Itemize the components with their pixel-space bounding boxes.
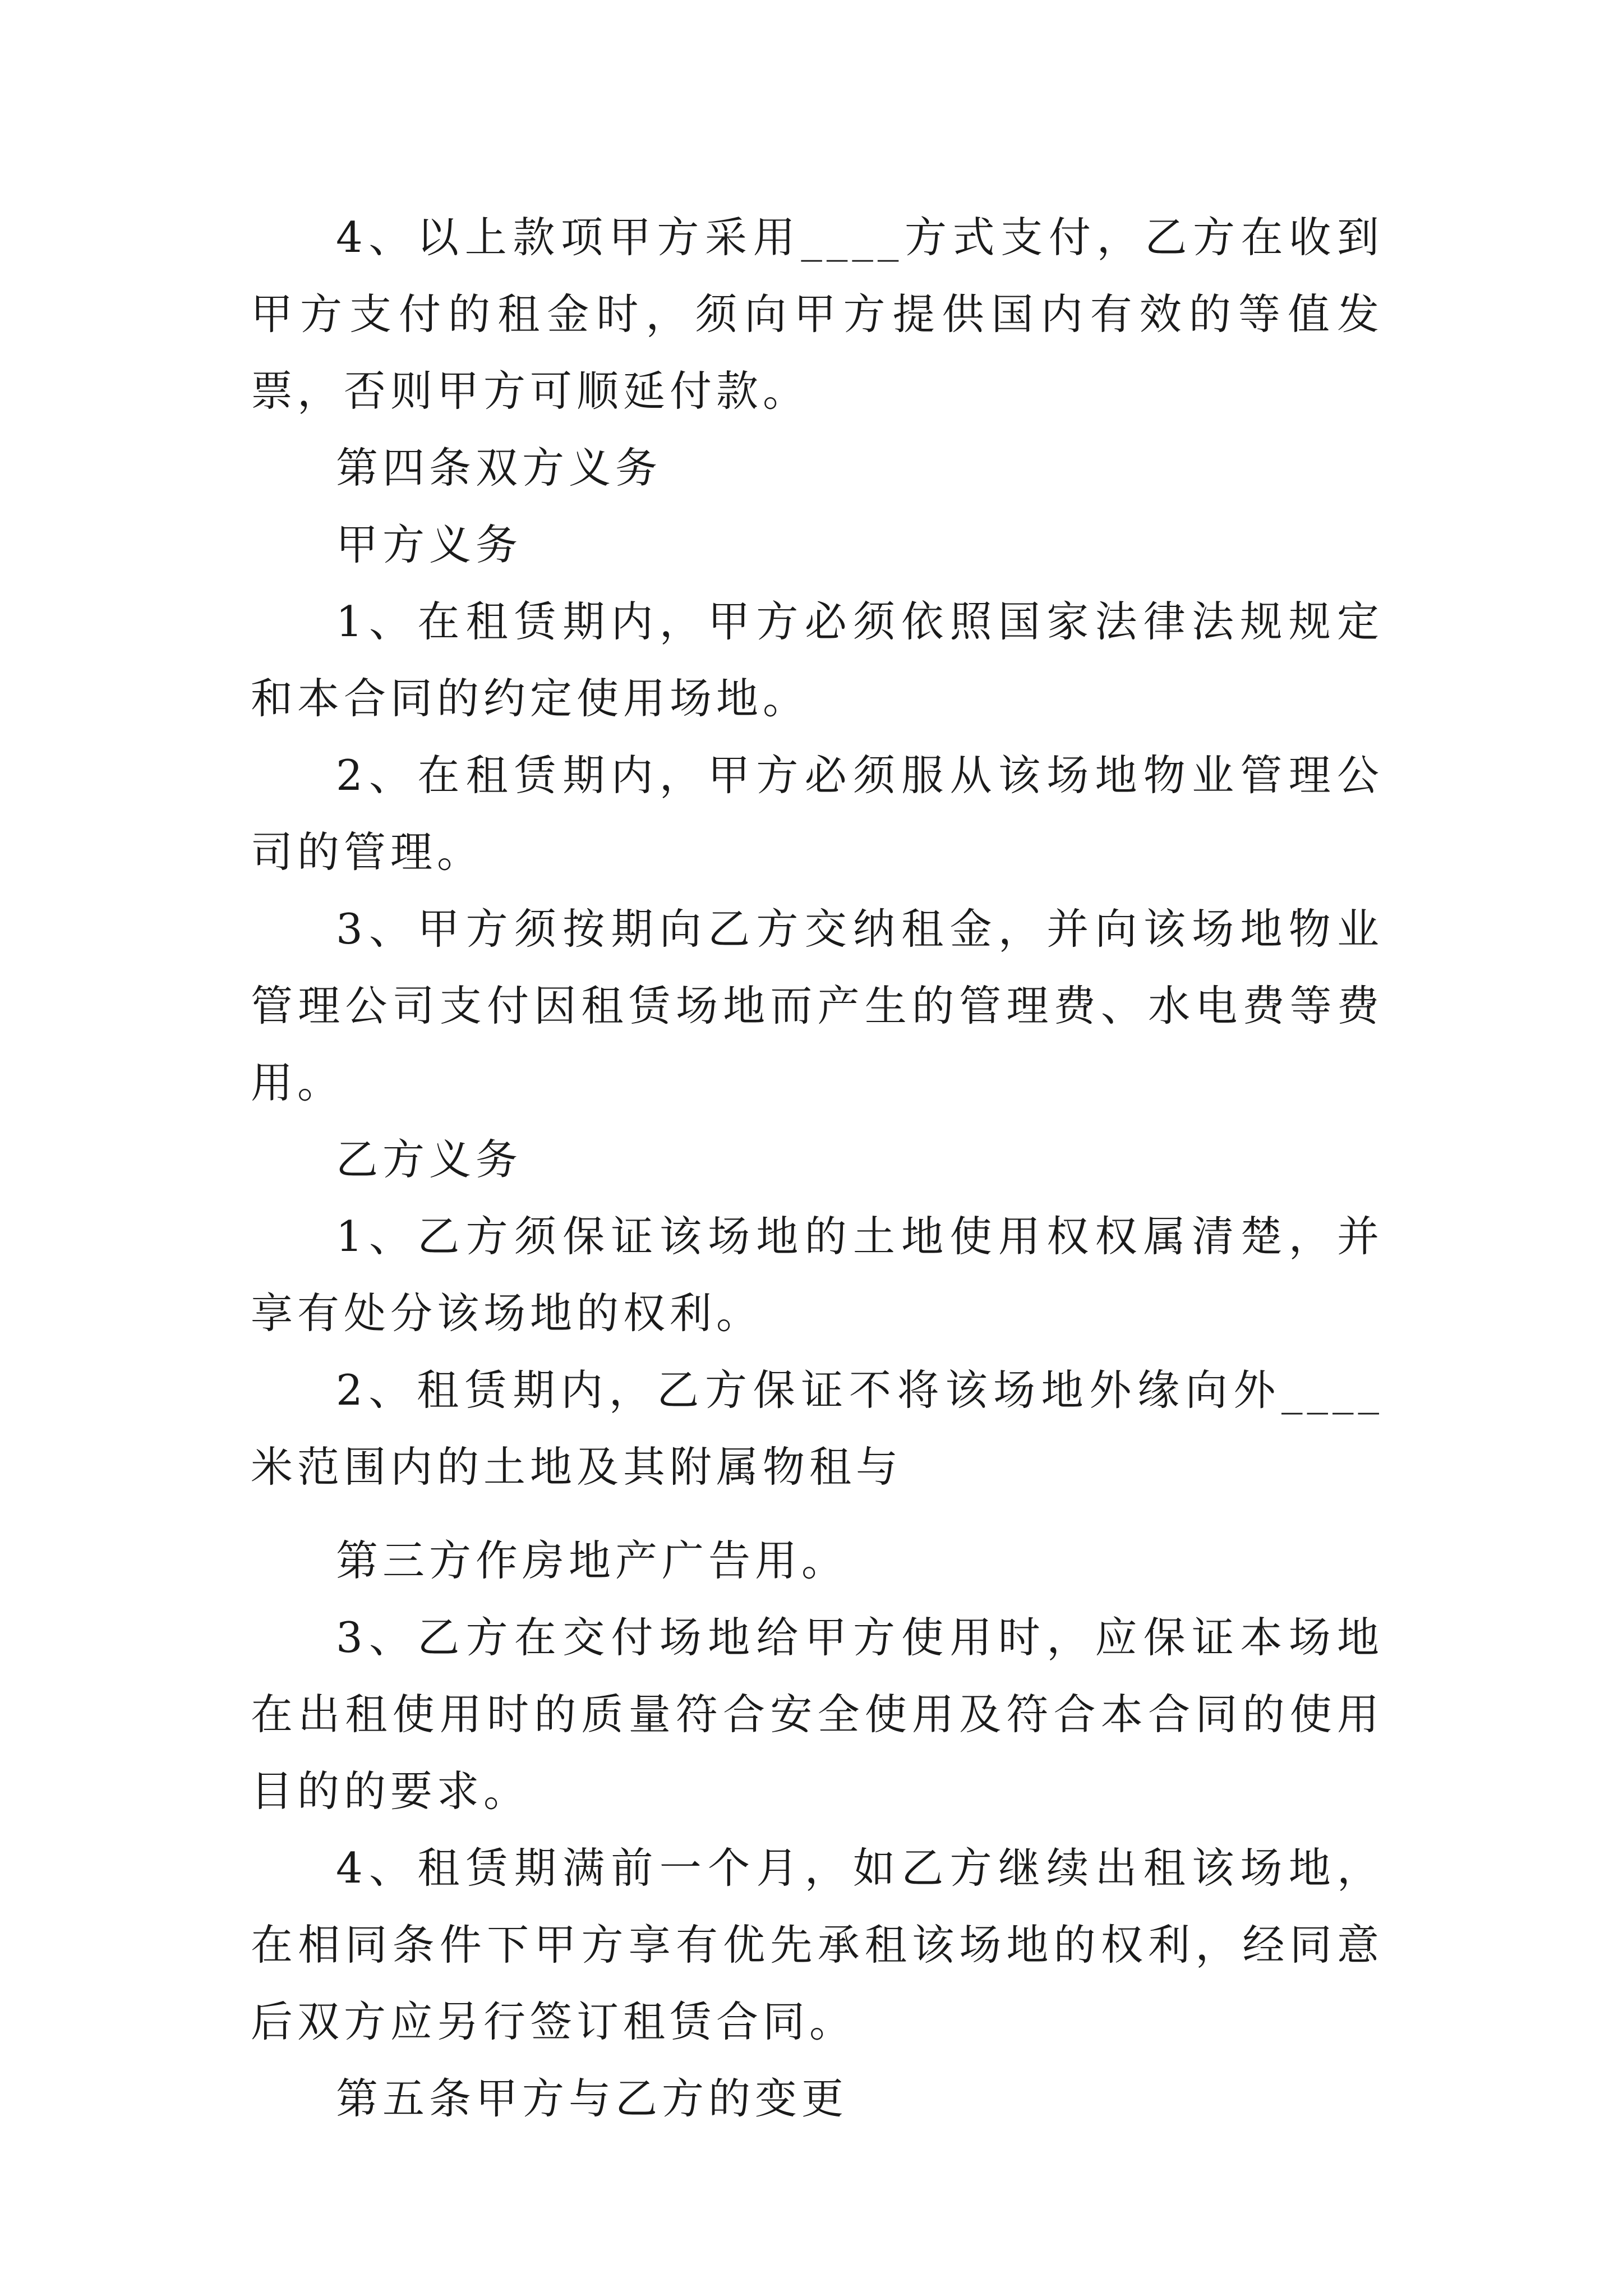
paragraph-payment-method: 4、以上款项甲方采用____方式支付，乙方在收到甲方支付的租金时，须向甲方提供国内有效的等值发票，否则甲方可顺延付款。 (251, 213, 1384, 416)
heading-party-b-obligations: 乙方义务 (336, 1135, 523, 1184)
document-body (251, 199, 1384, 2137)
paragraph-party-a-obligation-3: 3、甲方须按期向乙方交纳租金，并向该场地物业管理公司支付因租赁场地而产生的管理费、水电费等费用。 (251, 904, 1384, 1107)
paragraph-party-a-obligation-1: 1、在租赁期内，甲方必须依照国家法律法规规定和本合同的约定使用场地。 (251, 597, 1384, 723)
paragraph-party-b-obligation-2: 2、租赁期内，乙方保证不将该场地外缘向外____米范围内的土地及其附属物租与 (251, 1365, 1384, 1492)
heading-party-a-obligations: 甲方义务 (336, 520, 523, 569)
paragraph-party-a-obligation-2: 2、在租赁期内，甲方必须服从该场地物业管理公司的管理。 (251, 751, 1384, 877)
heading-article-five: 第五条甲方与乙方的变更 (336, 2074, 849, 2123)
paragraph-party-b-obligation-3: 3、乙方在交付场地给甲方使用时，应保证本场地在出租使用时的质量符合安全使用及符合本合同的使用目的的要求。 (251, 1613, 1384, 1816)
paragraph-party-b-obligation-2-continued: 第三方作房地产广告用。 (336, 1536, 849, 1585)
heading-article-four: 第四条双方义务 (336, 443, 662, 493)
paragraph-party-b-obligation-1: 1、乙方须保证该场地的土地使用权权属清楚，并享有处分该场地的权利。 (251, 1212, 1384, 1338)
paragraph-party-b-obligation-4: 4、租赁期满前一个月，如乙方继续出租该场地，在相同条件下甲方享有优先承租该场地的权利，经同意后双方应另行签订租赁合同。 (251, 1843, 1384, 2046)
